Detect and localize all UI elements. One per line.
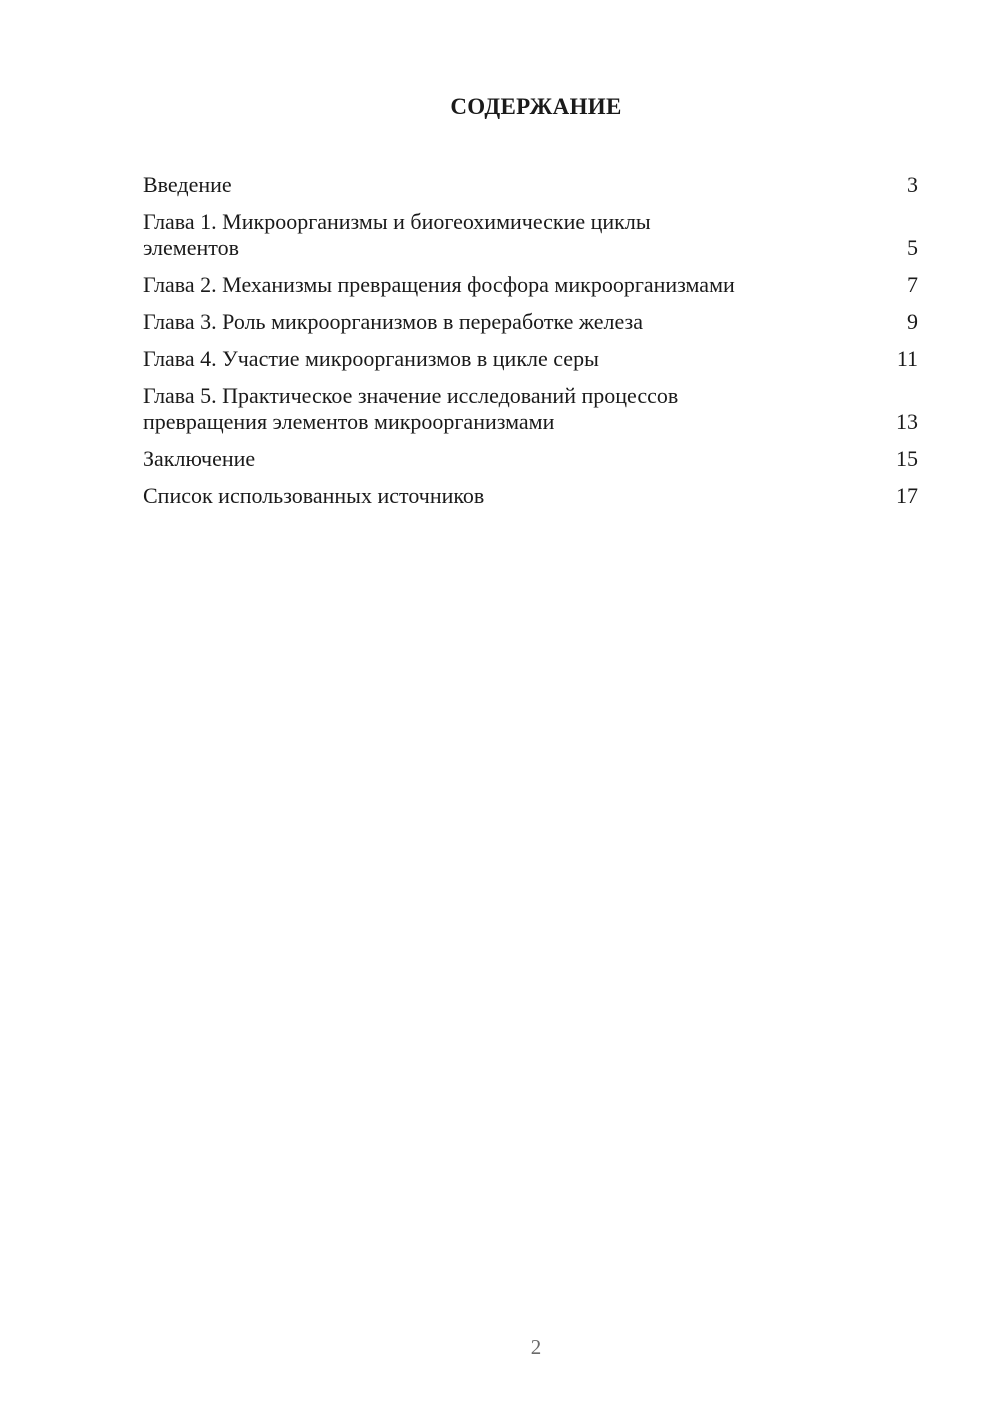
table-of-contents: [143, 172, 918, 520]
page-title: СОДЕРЖАНИЕ: [450, 94, 622, 119]
toc-entry-title: Список использованных источников: [143, 483, 485, 508]
toc-entry-title: Глава 4. Участие микроорганизмов в цикле серы: [143, 346, 599, 371]
toc-entry-title: Глава 1. Микроорганизмы и биогеохимические циклы элементов: [143, 209, 651, 260]
toc-entry-page: 5: [907, 235, 918, 260]
toc-entry-page: 13: [896, 409, 918, 434]
toc-entry-chapter-2[interactable]: [143, 272, 918, 298]
toc-entry-chapter-5[interactable]: [143, 383, 918, 435]
toc-entry-page: 9: [907, 309, 918, 334]
toc-entry-page: 11: [896, 346, 918, 371]
toc-entry-page: 17: [896, 483, 918, 508]
toc-entry-chapter-3[interactable]: [143, 309, 918, 335]
toc-entry-chapter-4[interactable]: [143, 346, 918, 372]
toc-entry-page: 3: [907, 172, 918, 197]
toc-entry-title: Глава 2. Механизмы превращения фосфора микроорганизмами: [143, 272, 735, 297]
toc-entry-title: Заключение: [143, 446, 256, 471]
page-number: 2: [530, 1335, 542, 1359]
toc-entry-page: 7: [907, 272, 918, 297]
toc-entry-title: Введение: [143, 172, 232, 197]
toc-entry-conclusion[interactable]: [143, 446, 918, 472]
toc-entry-introduction[interactable]: [143, 172, 918, 198]
toc-entry-chapter-1[interactable]: [143, 209, 918, 261]
toc-entry-title: Глава 5. Практическое значение исследований процессов превращения элементов микроорганизмами: [143, 383, 679, 434]
toc-entry-references[interactable]: [143, 483, 918, 509]
toc-entry-page: 15: [896, 446, 918, 471]
toc-entry-title: Глава 3. Роль микроорганизмов в переработке железа: [143, 309, 644, 334]
